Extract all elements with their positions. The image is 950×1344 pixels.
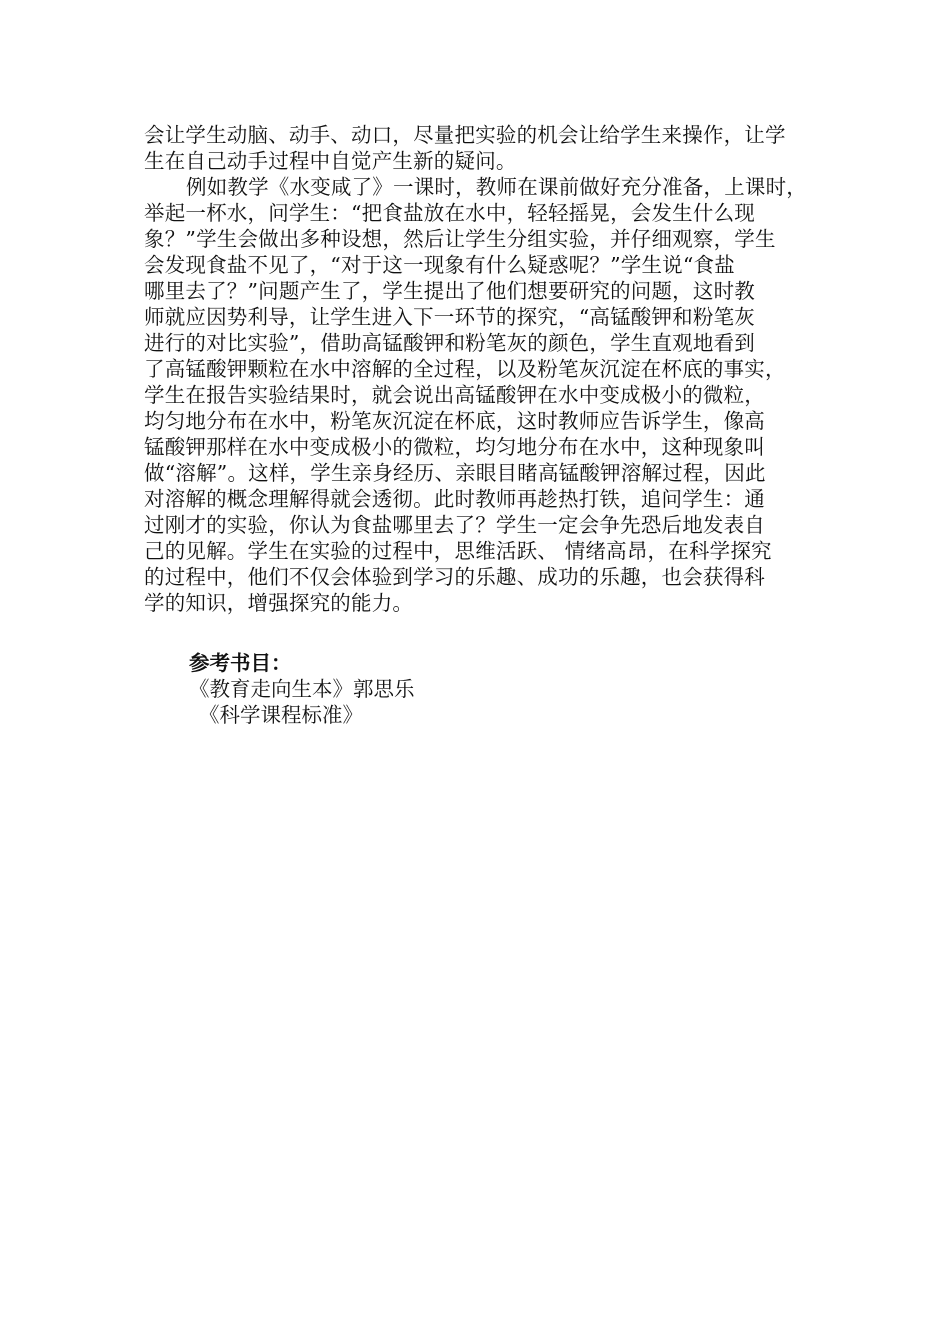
- reference-item: 《科学课程标准》: [199, 703, 363, 727]
- references-section: [189, 650, 789, 728]
- body-line: 的过程中，他们不仅会体验到学习的乐趣、成功的乐趣，也会获得科: [144, 565, 765, 589]
- body-line: 锰酸钾那样在水中变成极小的微粒，均匀地分布在水中，这种现象叫: [144, 435, 765, 459]
- body-line: 学生在报告实验结果时，就会说出高锰酸钾在水中变成极小的微粒，: [144, 383, 765, 407]
- body-line: 举起一杯水，问学生：“把食盐放在水中，轻轻摇晃，会发生什么现: [144, 201, 755, 225]
- body-line: 进行的对比实验”，借助高锰酸钾和粉笔灰的颜色，学生直观地看到: [144, 331, 755, 355]
- body-line: 生在自己动手过程中自觉产生新的疑问。: [144, 149, 517, 173]
- reference-item: 《教育走向生本》郭思乐: [189, 677, 415, 701]
- body-line: 做“溶解”。这样，学生亲身经历、亲眼目睹高锰酸钾溶解过程，因此: [144, 461, 766, 485]
- body-line: 过刚才的实验，你认为食盐哪里去了？学生一定会争先恐后地发表自: [144, 513, 765, 537]
- body-line: 了高锰酸钾颗粒在水中溶解的全过程，以及粉笔灰沉淀在杯底的事实，: [144, 357, 786, 381]
- body-line: 均匀地分布在水中，粉笔灰沉淀在杯底，这时教师应告诉学生，像高: [144, 409, 765, 433]
- body-paragraphs: [144, 122, 820, 616]
- body-line: 象？”学生会做出多种设想，然后让学生分组实验，并仔细观察，学生: [144, 227, 776, 251]
- body-line: 师就应因势利导，让学生进入下一环节的探究，“高锰酸钾和粉笔灰: [144, 305, 755, 329]
- body-line: 学的知识，增强探究的能力。: [144, 591, 414, 615]
- body-line: 哪里去了？”问题产生了，学生提出了他们想要研究的问题，这时教: [144, 279, 755, 303]
- references-heading: 参考书目：: [189, 651, 292, 675]
- body-line: 会让学生动脑、动手、动口，尽量把实验的机会让给学生来操作，让学: [144, 123, 786, 147]
- body-line: 己的见解。学生在实验的过程中，思维活跃、 情绪高昂，在科学探究: [144, 539, 772, 563]
- body-line: 例如教学《水变咸了》一课时，教师在课前做好充分准备，上课时，: [186, 175, 807, 199]
- body-line: 对溶解的概念理解得就会透彻。此时教师再趁热打铁，追问学生：通: [144, 487, 765, 511]
- body-line: 会发现食盐不见了，“对于这一现象有什么疑惑呢？”学生说“食盐: [144, 253, 735, 277]
